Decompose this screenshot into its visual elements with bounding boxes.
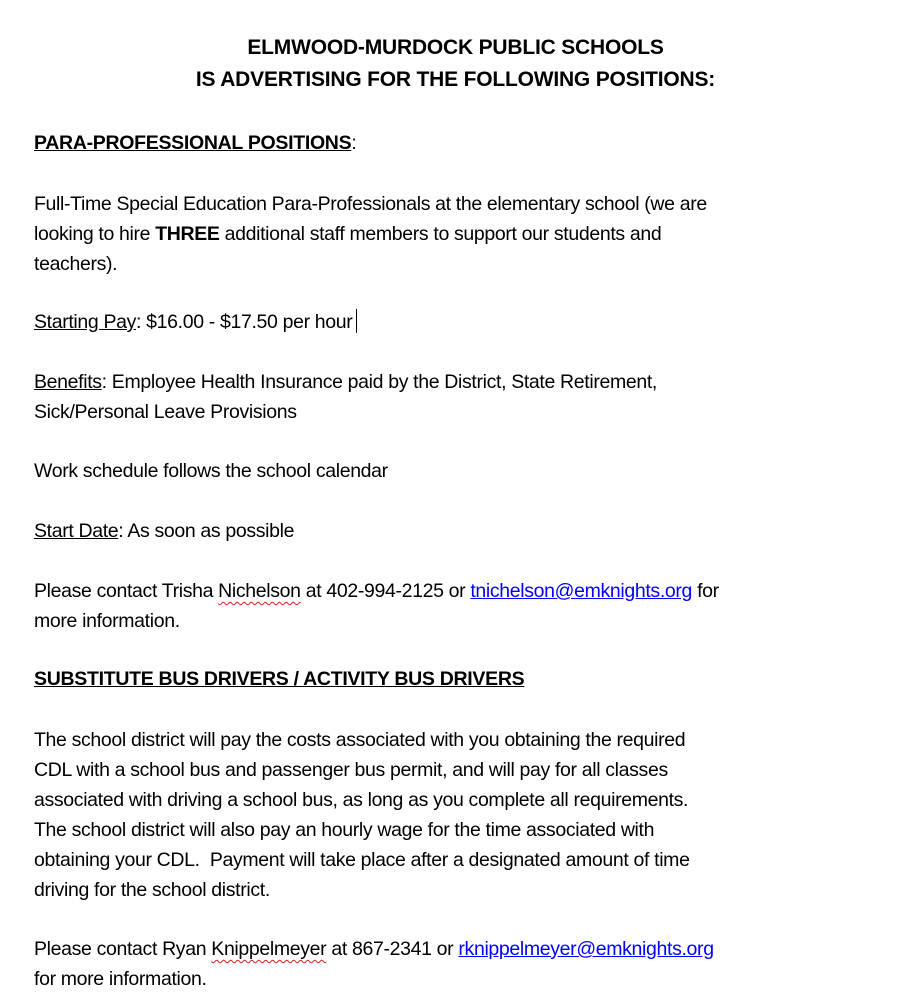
benefits-label: Benefits bbox=[34, 371, 102, 393]
start-date-label: Start Date bbox=[34, 520, 119, 542]
para-section-heading-line bbox=[34, 128, 356, 158]
bus-section-heading: SUBSTITUTE BUS DRIVERS / ACTIVITY BUS DRIVERS bbox=[34, 668, 525, 690]
benefits-line-1 bbox=[34, 367, 657, 397]
text-run: looking to hire bbox=[34, 223, 156, 245]
document-title bbox=[0, 32, 911, 96]
email-link-rknippelmeyer[interactable]: rknippelmeyer@emknights.org bbox=[458, 938, 714, 960]
bus-body-line-2: CDL with a school bus and passenger bus permit, and will pay for all classes bbox=[34, 759, 668, 781]
bus-body-line-3: associated with driving a school bus, as long as you complete all requirements. bbox=[34, 789, 689, 811]
text-run: for bbox=[692, 580, 719, 602]
title-line-2: IS ADVERTISING FOR THE FOLLOWING POSITIONS: bbox=[195, 68, 716, 91]
text-run: at 402-994-2125 or bbox=[300, 580, 471, 602]
para-description-line-2 bbox=[34, 219, 661, 249]
text-run: at 867-2341 or bbox=[326, 938, 459, 960]
bus-contact-line-1 bbox=[34, 934, 714, 964]
text-run: additional staff members to support our students and bbox=[219, 223, 662, 245]
start-date-line bbox=[34, 516, 294, 546]
benefits-line-2: Sick/Personal Leave Provisions bbox=[34, 401, 297, 423]
title-line-1: ELMWOOD-MURDOCK PUBLIC SCHOOLS bbox=[247, 36, 664, 59]
spellcheck-flagged-name: Knippelmeyer bbox=[211, 938, 327, 960]
bus-section-heading-line bbox=[34, 664, 524, 694]
bus-contact-line-2: for more information. bbox=[34, 968, 207, 990]
spellcheck-flagged-name: Nichelson bbox=[218, 580, 301, 602]
text-run: Please contact Ryan bbox=[34, 938, 212, 960]
para-description-line-1: Full-Time Special Education Para-Professionals at the elementary school (we are bbox=[34, 193, 707, 215]
starting-pay-label: Starting Pay bbox=[34, 311, 137, 333]
para-description-line-3: teachers). bbox=[34, 253, 118, 275]
hire-count: THREE bbox=[155, 223, 220, 245]
starting-pay-line bbox=[34, 307, 357, 337]
benefits-value: : Employee Health Insurance paid by the District, State Retirement, bbox=[101, 371, 657, 393]
para-contact-line-1 bbox=[34, 576, 719, 606]
email-link-tnichelson[interactable]: tnichelson@emknights.org bbox=[470, 580, 693, 602]
bus-body-line-1: The school district will pay the costs associated with you obtaining the required bbox=[34, 729, 686, 751]
para-section-heading: PARA-PROFESSIONAL POSITIONS bbox=[34, 132, 352, 154]
start-date-value: : As soon as possible bbox=[118, 520, 295, 542]
para-contact-line-2: more information. bbox=[34, 610, 180, 632]
starting-pay-value: : $16.00 - $17.50 per hour bbox=[136, 311, 353, 333]
bus-body-line-5: obtaining your CDL. Payment will take place after a designated amount of time bbox=[34, 849, 690, 871]
bus-body-line-6: driving for the school district. bbox=[34, 879, 270, 901]
heading-colon: : bbox=[351, 132, 357, 154]
work-schedule-line: Work schedule follows the school calendar bbox=[34, 460, 388, 482]
bus-body-line-4: The school district will also pay an hourly wage for the time associated with bbox=[34, 819, 655, 841]
text-run: Please contact Trisha bbox=[34, 580, 219, 602]
text-cursor bbox=[356, 309, 357, 333]
